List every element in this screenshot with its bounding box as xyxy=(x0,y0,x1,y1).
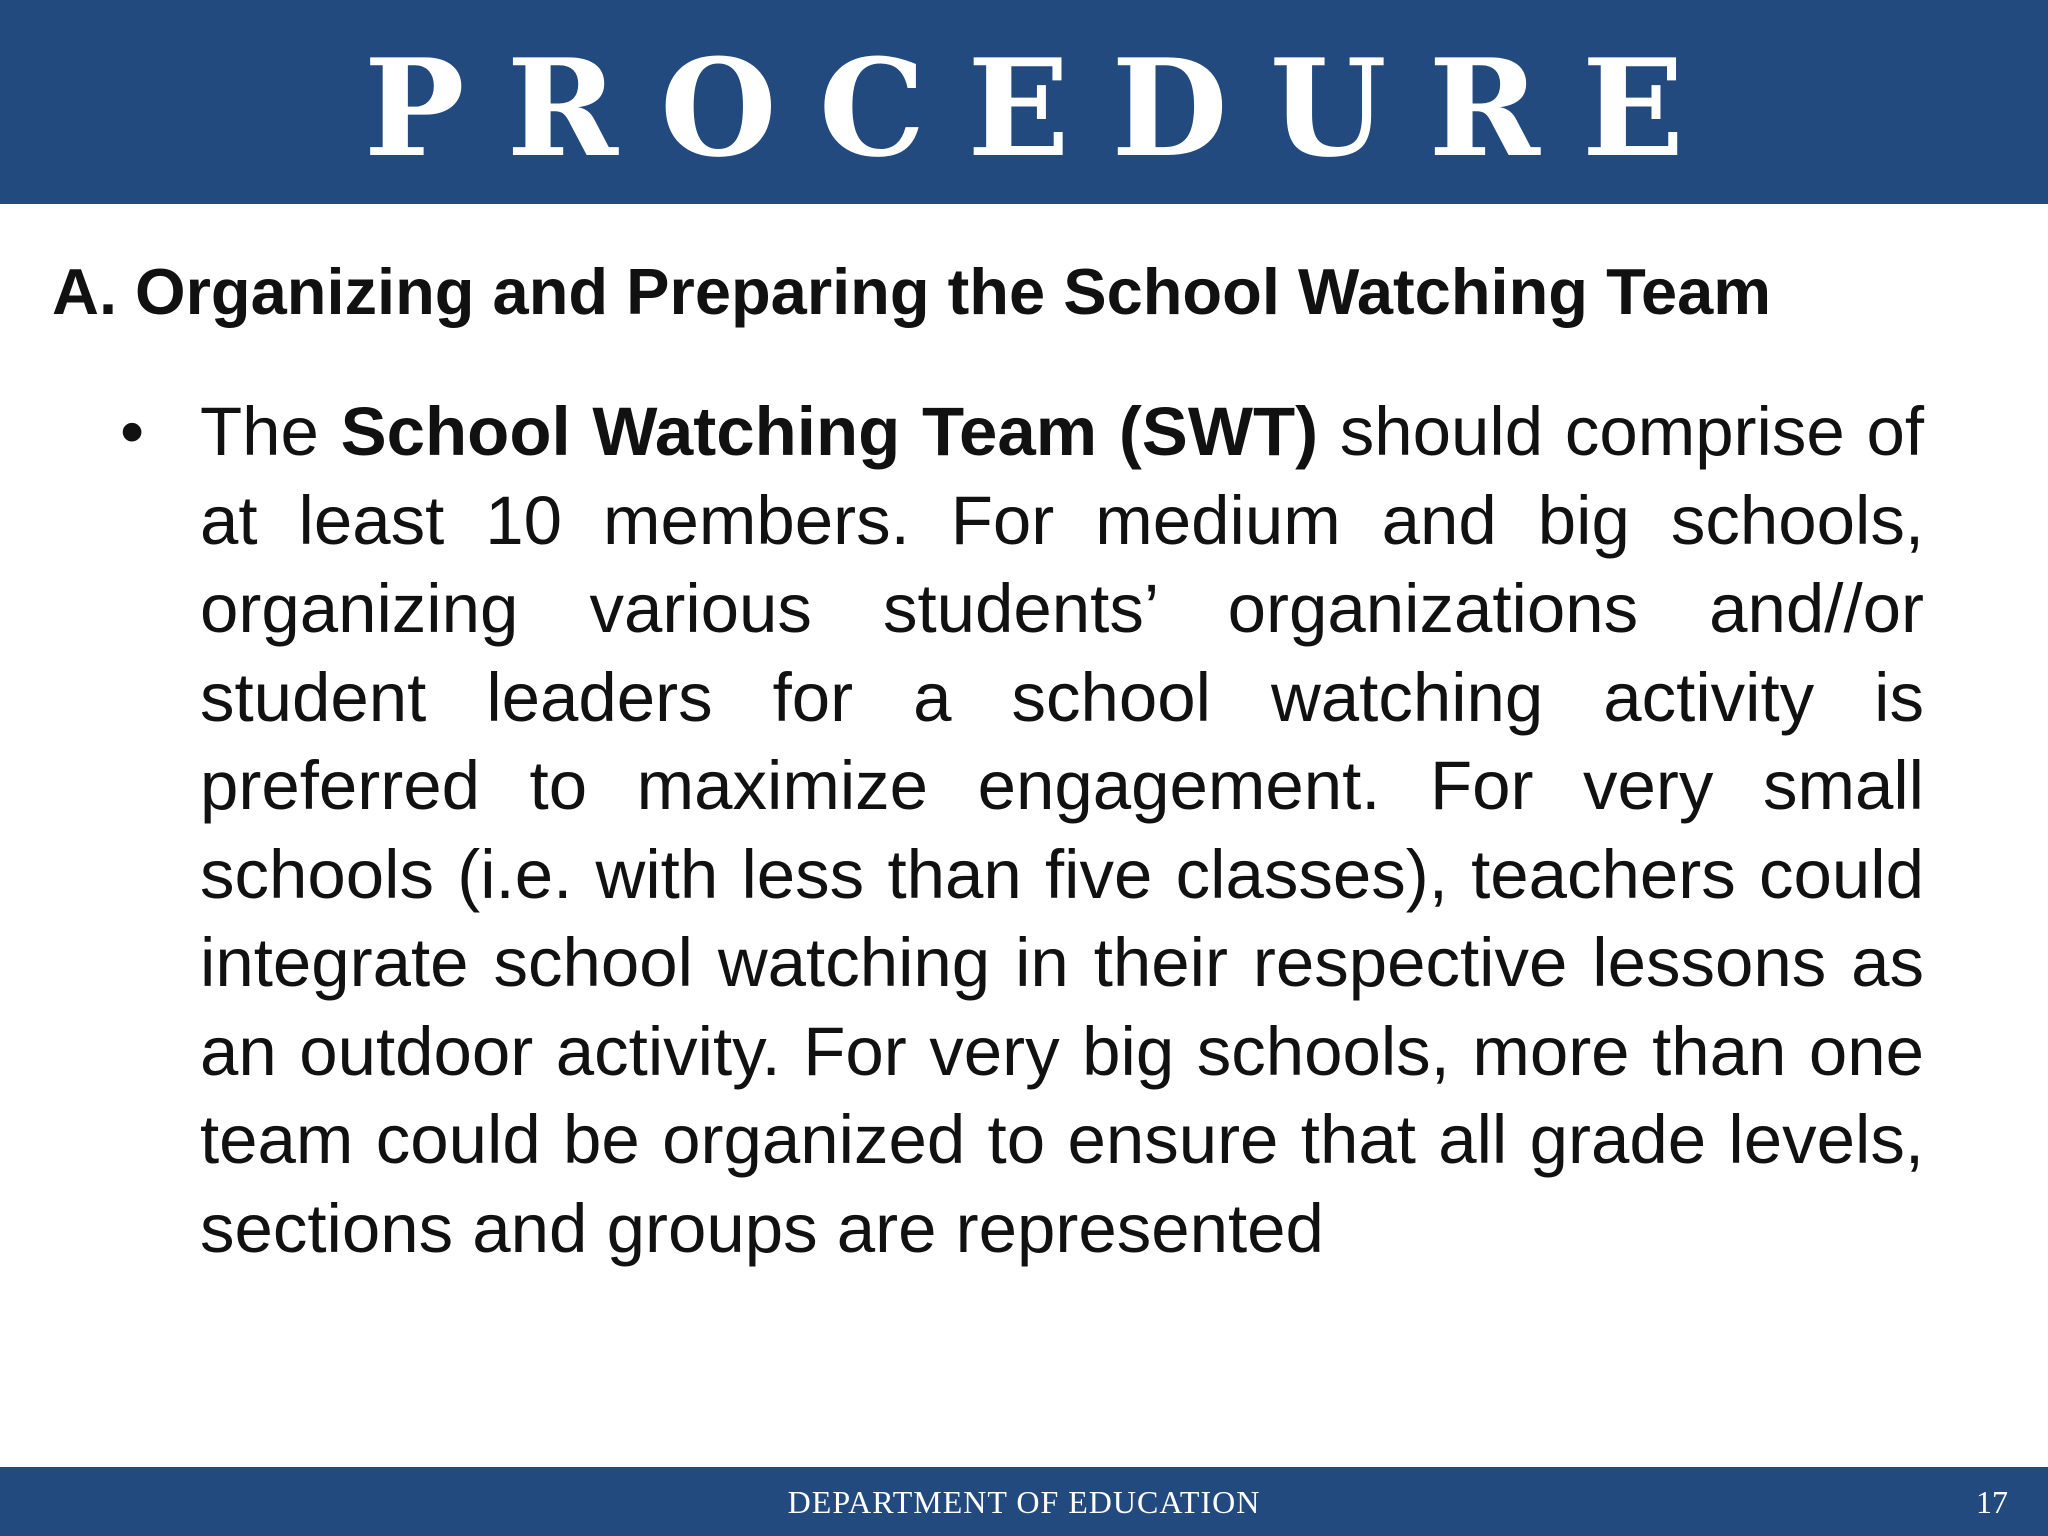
slide-title: PROCEDURE xyxy=(363,29,1727,187)
bullet-marker: • xyxy=(120,393,145,470)
bullet-list xyxy=(120,388,1924,1273)
footer-department: DEPARTMENT OF EDUCATION xyxy=(787,1484,1261,1520)
section-heading: A. Organizing and Preparing the School Watching Team xyxy=(52,255,1772,328)
bullet-text-rest: should comprise of at least 10 members. For medium and big schools, organizing various students’ organizations and//or student leaders for a school watching activity is preferred to maximize engagement. For very small schools (i.e. with less than five classes), teachers could integrate school watching in their respective lessons as an outdoor activity. For very big schools, more than one team could be organized to ensure that all grade levels, sections and groups are represented xyxy=(200,393,1925,1267)
bullet-text xyxy=(200,393,1924,1267)
bullet-text-bold: School Watching Team (SWT) xyxy=(340,393,1319,470)
bullet-text-lead: The xyxy=(200,393,341,470)
bullet-item xyxy=(120,388,1924,1273)
page-number: 17 xyxy=(1976,1484,2008,1520)
